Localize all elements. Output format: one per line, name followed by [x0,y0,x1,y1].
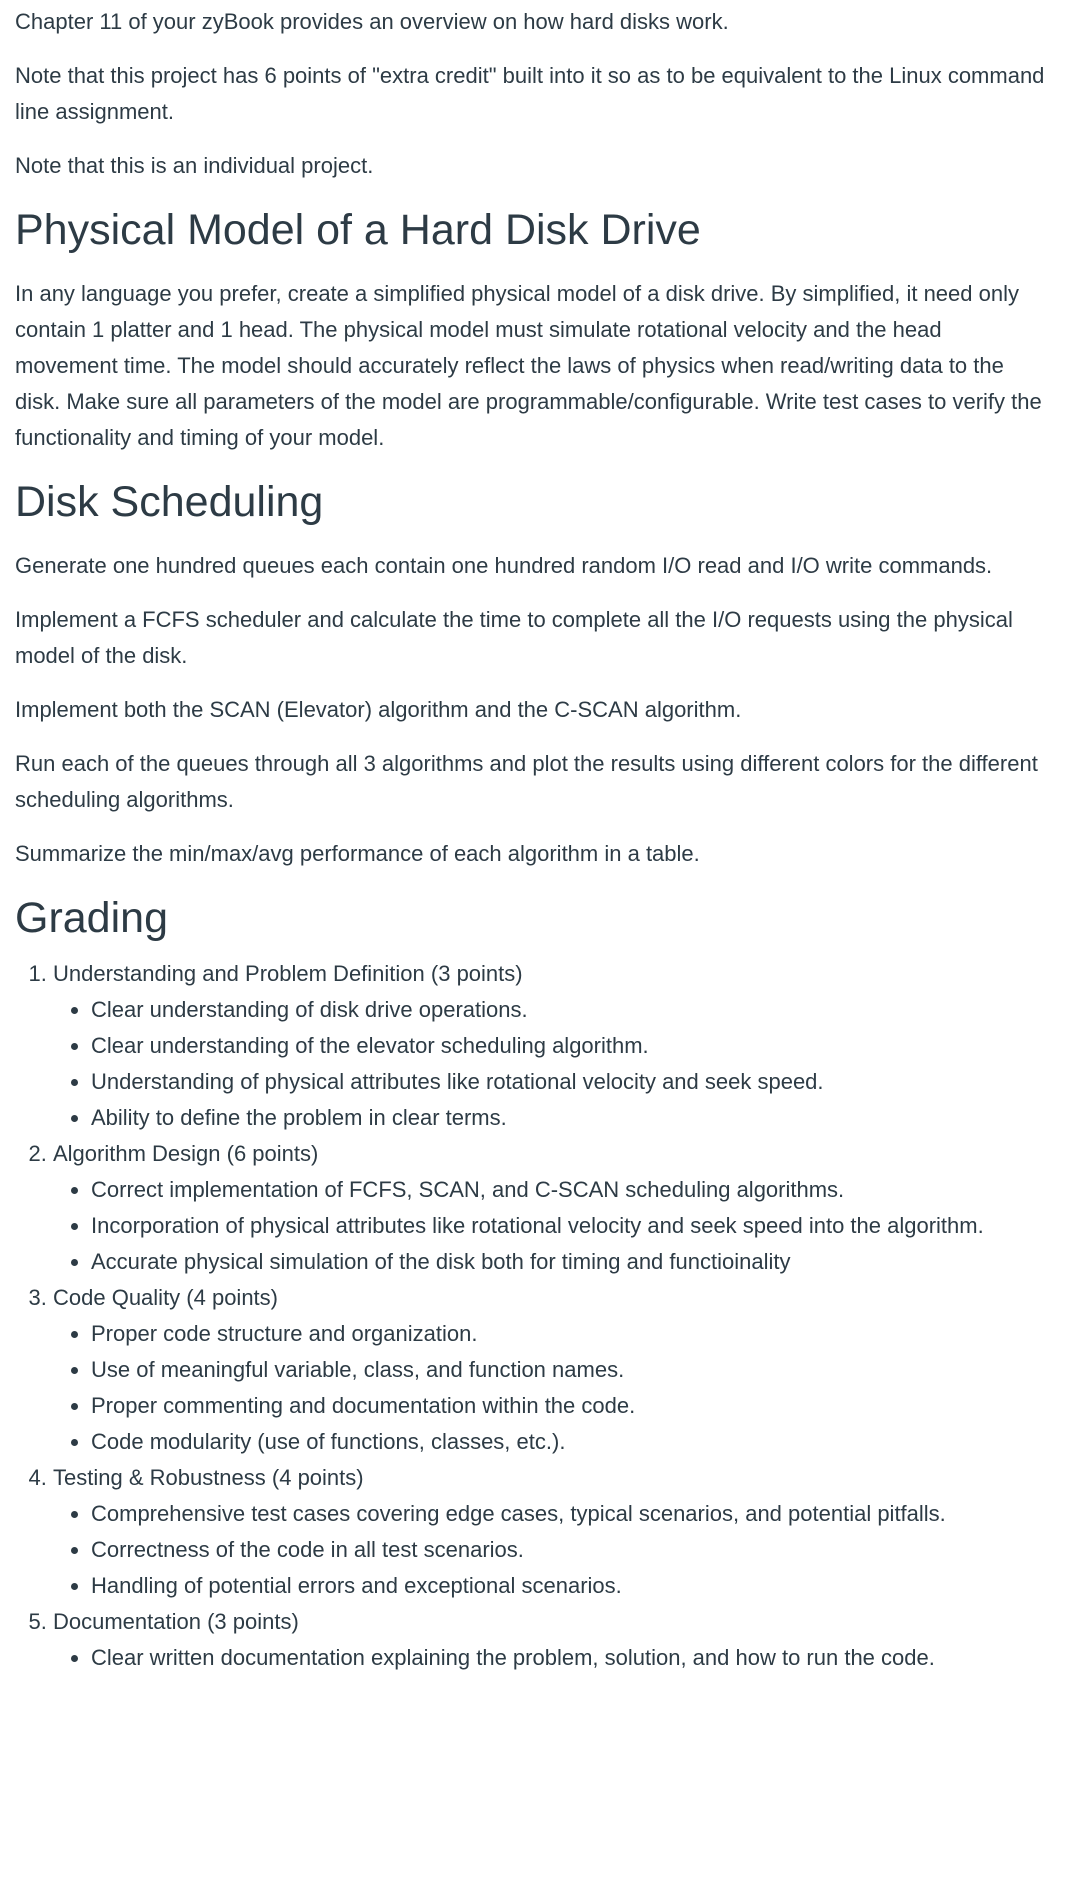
physical-model-heading: Physical Model of a Hard Disk Drive [15,206,701,254]
criteria-item: • Clear understanding of disk drive operations. [91,992,1050,1028]
criteria-item: • Incorporation of physical attributes like rotational velocity and seek speed into the algorithm. [91,1208,1050,1244]
grading-list [15,956,1050,1676]
criteria-list [53,1496,1050,1604]
criteria-item: • Clear written documentation explaining the problem, solution, and how to run the code. [91,1640,1050,1676]
grading-item-documentation [53,1604,1050,1676]
intro-paragraph-zybook: Chapter 11 of your zyBook provides an overview on how hard disks work. [15,9,729,34]
disk-scheduling-heading: Disk Scheduling [15,478,324,526]
disk-scheduling-paragraph: Implement both the SCAN (Elevator) algorithm and the C-SCAN algorithm. [15,697,742,722]
intro-paragraph-individual: Note that this is an individual project. [15,153,374,178]
grading-item-title: Documentation (3 points) [53,1609,299,1634]
grading-heading: Grading [15,894,168,942]
grading-item-title: Understanding and Problem Definition (3 points) [53,961,523,986]
grading-item-understanding [53,956,1050,1136]
criteria-item: • Correctness of the code in all test scenarios. [91,1532,1050,1568]
criteria-item: • Handling of potential errors and exceptional scenarios. [91,1568,1050,1604]
intro-paragraph-extra-credit: Note that this project has 6 points of "extra credit" built into it so as to be equivalent to the Linux command line assignment. [15,63,1045,124]
disk-scheduling-paragraph: Implement a FCFS scheduler and calculate the time to complete all the I/O requests using the physical model of the disk. [15,607,1013,668]
criteria-list [53,992,1050,1136]
criteria-list [53,1172,1050,1280]
criteria-item: • Use of meaningful variable, class, and function names. [91,1352,1050,1388]
disk-scheduling-paragraph: Generate one hundred queues each contain one hundred random I/O read and I/O write commands. [15,553,993,578]
criteria-list [53,1316,1050,1460]
disk-scheduling-paragraph: Run each of the queues through all 3 algorithms and plot the results using different colors for the different scheduling algorithms. [15,751,1038,812]
criteria-item: • Correct implementation of FCFS, SCAN, and C-SCAN scheduling algorithms. [91,1172,1050,1208]
criteria-item: • Proper commenting and documentation within the code. [91,1388,1050,1424]
assignment-page [0,4,1065,1676]
criteria-item: • Code modularity (use of functions, classes, etc.). [91,1424,1050,1460]
grading-item-algorithm-design [53,1136,1050,1280]
grading-item-title: Code Quality (4 points) [53,1285,278,1310]
grading-item-title: Testing & Robustness (4 points) [53,1465,364,1490]
physical-model-body: In any language you prefer, create a simplified physical model of a disk drive. By simplified, it need only contain 1 platter and 1 head. The physical model must simulate rotational velocity and the head movement time. The model should accurately reflect the laws of physics when read/writing data to the disk. Make sure all parameters of the model are programmable/configurable. Write test cases to verify the functionality and timing of your model. [15,281,1042,450]
criteria-item: • Proper code structure and organization. [91,1316,1050,1352]
grading-item-code-quality [53,1280,1050,1460]
disk-scheduling-paragraph: Summarize the min/max/avg performance of each algorithm in a table. [15,841,700,866]
criteria-item: • Understanding of physical attributes like rotational velocity and seek speed. [91,1064,1050,1100]
criteria-item: • Ability to define the problem in clear terms. [91,1100,1050,1136]
grading-item-testing [53,1460,1050,1604]
criteria-item: • Comprehensive test cases covering edge cases, typical scenarios, and potential pitfalls. [91,1496,1050,1532]
criteria-item: • Clear understanding of the elevator scheduling algorithm. [91,1028,1050,1064]
criteria-item: • Accurate physical simulation of the disk both for timing and functioinality [91,1244,1050,1280]
criteria-list [53,1640,1050,1676]
grading-item-title: Algorithm Design (6 points) [53,1141,319,1166]
